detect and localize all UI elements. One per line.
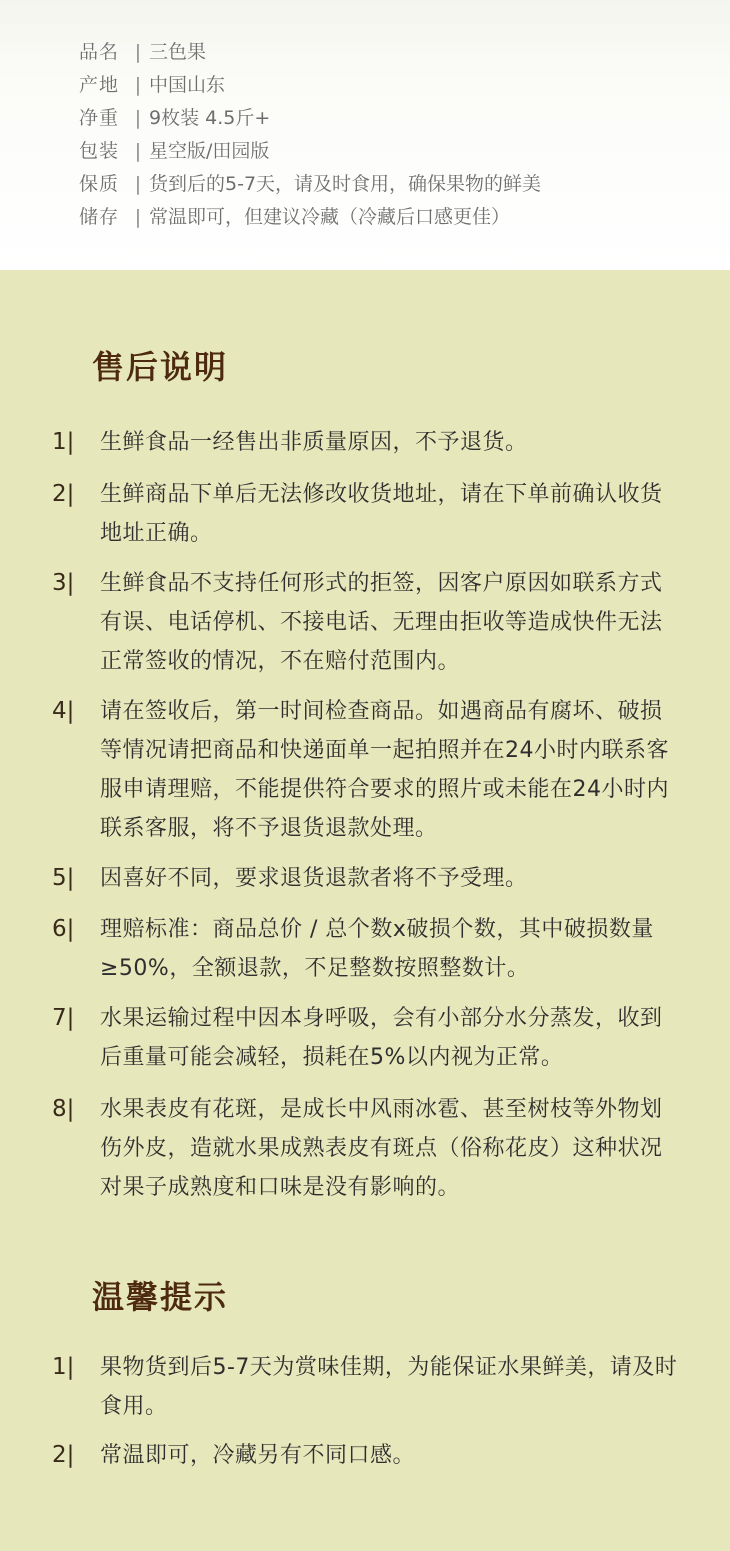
spec-value: 货到后的5-7天，请及时食用，确保果物的鲜美	[149, 173, 542, 195]
spec-label: 产地	[79, 74, 120, 96]
item-number: 1|	[52, 429, 75, 455]
spec-separator: |	[134, 206, 142, 228]
item-number: 1|	[52, 1354, 75, 1380]
item-text: 因喜好不同，要求退货退款者将不予受理。	[100, 866, 528, 891]
item-text: 请在签收后，第一时间检查商品。如遇商品有腐坏、破损等情况请把商品和快递面单一起拍照并在24小时内联系客服申请理赔，不能提供符合要求的照片或未能在24小时内联系客服，将不予退货退款处理。	[100, 699, 669, 841]
item-text: 生鲜食品一经售出非质量原因，不予退货。	[100, 430, 528, 455]
spec-label: 净重	[79, 107, 120, 129]
spec-separator: |	[134, 140, 142, 162]
item-number: 5|	[52, 865, 75, 891]
spec-value: 9枚装 4.5斤+	[149, 107, 271, 129]
item-text: 水果运输过程中因本身呼吸，会有小部分水分蒸发，收到后重量可能会减轻，损耗在5%以内视为正常。	[100, 1006, 663, 1070]
spec-value: 星空版/田园版	[149, 140, 270, 162]
spec-row-weight	[79, 102, 541, 135]
item-number: 2|	[52, 481, 75, 507]
spec-value: 中国山东	[149, 74, 226, 96]
spec-row-storage	[79, 201, 541, 234]
spec-value: 三色果	[149, 41, 207, 63]
item-number: 4|	[52, 698, 75, 724]
item-text: 常温即可，冷藏另有不同口感。	[100, 1443, 416, 1468]
spec-label: 包装	[79, 140, 120, 162]
product-spec-section	[0, 0, 730, 270]
item-text: 水果表皮有花斑，是成长中风雨冰雹、甚至树枝等外物划伤外皮，造就水果成熟表皮有斑点（俗称花皮）这种状况对果子成熟度和口味是没有影响的。	[100, 1097, 663, 1200]
item-number: 7|	[52, 1005, 75, 1031]
item-number: 3|	[52, 570, 75, 596]
spec-row-packaging	[79, 135, 541, 168]
item-number: 2|	[52, 1442, 75, 1468]
spec-label: 保质	[79, 173, 120, 195]
spec-label: 品名	[79, 41, 120, 63]
item-text: 果物货到后5-7天为赏味佳期，为能保证水果鲜美，请及时食用。	[100, 1355, 678, 1419]
after-sales-heading: 售后说明	[92, 348, 229, 386]
notes-section	[0, 270, 730, 1551]
spec-separator: |	[134, 173, 142, 195]
spec-value: 常温即可，但建议冷藏（冷藏后口感更佳）	[149, 206, 511, 228]
item-number: 8|	[52, 1096, 75, 1122]
item-text: 生鲜食品不支持任何形式的拒签，因客户原因如联系方式有误、电话停机、不接电话、无理由拒收等造成快件无法正常签收的情况，不在赔付范围内。	[100, 571, 663, 674]
spec-list	[79, 36, 541, 234]
spec-separator: |	[134, 74, 142, 96]
spec-separator: |	[134, 41, 142, 63]
spec-label: 储存	[79, 206, 120, 228]
spec-row-shelf-life	[79, 168, 541, 201]
spec-row-name	[79, 36, 541, 69]
spec-separator: |	[134, 107, 142, 129]
item-text: 生鲜商品下单后无法修改收货地址，请在下单前确认收货地址正确。	[100, 482, 663, 546]
tips-heading: 温馨提示	[92, 1278, 229, 1316]
item-text: 理赔标准：商品总价 / 总个数x破损个数，其中破损数量≥50%，全额退款，不足整数按照整数计。	[100, 917, 654, 981]
item-number: 6|	[52, 916, 75, 942]
spec-row-origin	[79, 69, 541, 102]
